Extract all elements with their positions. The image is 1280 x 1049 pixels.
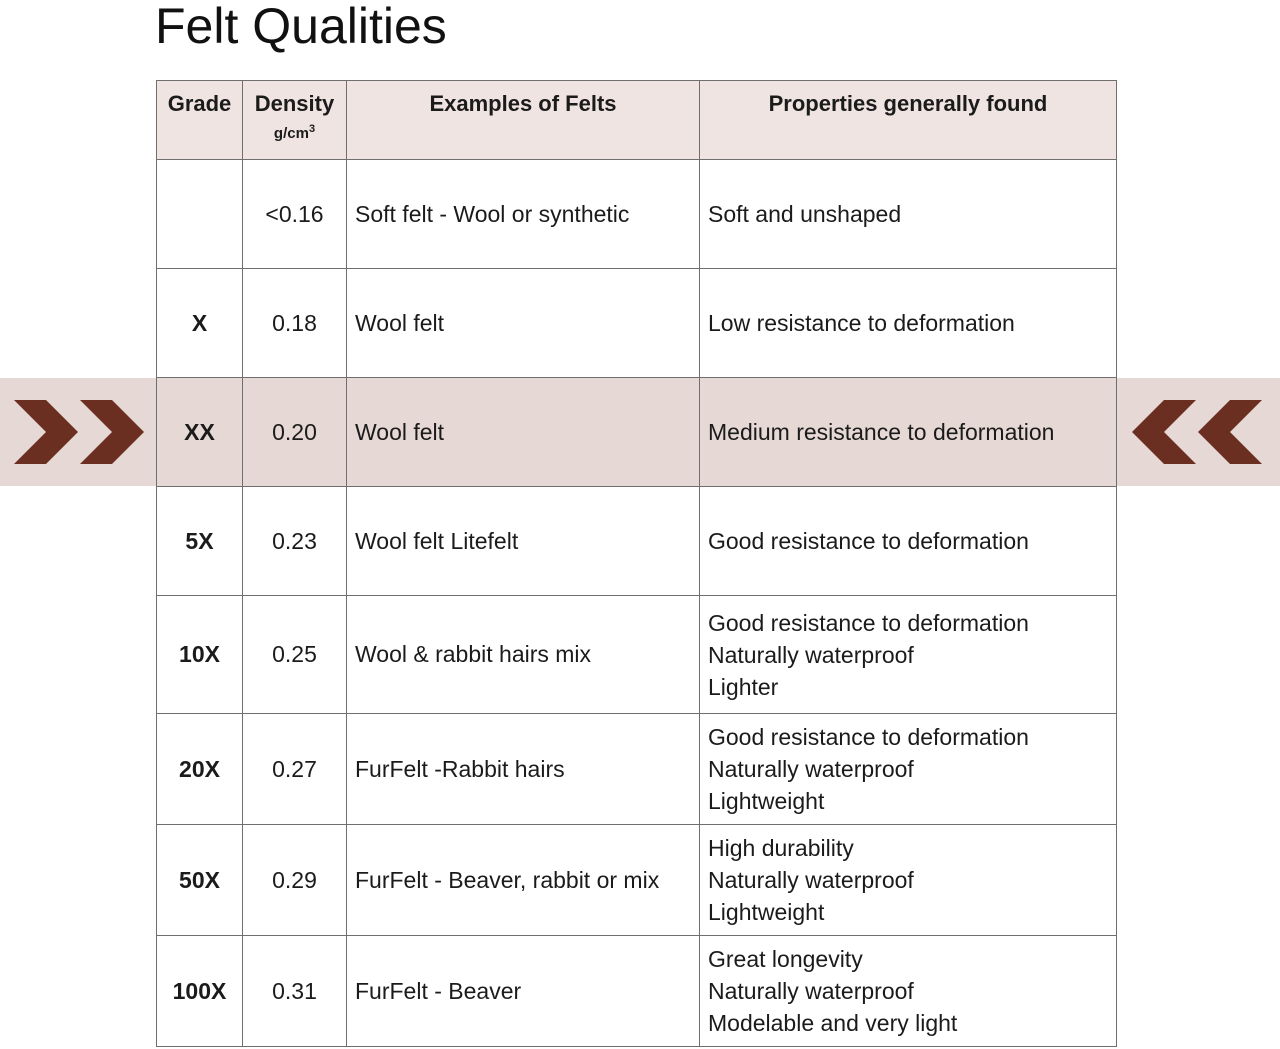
density-cell: 0.23 [243,487,347,596]
table-header-row [157,81,1117,160]
property-line: Lightweight [708,788,825,814]
property-line: Lightweight [708,899,825,925]
properties-cell [700,825,1117,936]
page-title: Felt Qualities [155,0,447,54]
header-grade: Grade [157,81,243,160]
properties-cell [700,487,1117,596]
example-cell: Wool felt Litefelt [347,487,700,596]
header-density-label: Density [254,91,335,116]
table-row [157,936,1117,1047]
grade-cell: X [157,269,243,378]
property-line: Soft and unshaped [708,201,902,227]
density-cell: 0.20 [243,378,347,487]
property-line: Naturally waterproof [708,978,914,1004]
density-cell: 0.27 [243,714,347,825]
header-properties: Properties generally found [700,81,1117,160]
example-cell: FurFelt - Beaver [347,936,700,1047]
properties-cell [700,936,1117,1047]
table-row [157,160,1117,269]
properties-cell [700,160,1117,269]
property-line: Good resistance to deformation [708,609,1029,636]
grade-cell: 20X [157,714,243,825]
double-chevron-right-icon [12,396,152,468]
density-cell: <0.16 [243,160,347,269]
example-cell: Wool & rabbit hairs mix [347,596,700,714]
property-line: Medium resistance to deformation [708,419,1055,445]
example-cell: FurFelt - Beaver, rabbit or mix [347,825,700,936]
properties-cell [700,714,1117,825]
property-line: Naturally waterproof [708,641,914,668]
property-line: Good resistance to deformation [708,528,1029,554]
grade-cell [157,160,243,269]
table-row [157,269,1117,378]
header-examples: Examples of Felts [347,81,700,160]
properties-cell [700,269,1117,378]
table-row [157,596,1117,714]
property-line: Naturally waterproof [708,867,914,893]
example-cell: Soft felt - Wool or synthetic [347,160,700,269]
density-cell: 0.25 [243,596,347,714]
grade-cell: 50X [157,825,243,936]
property-line: High durability [708,835,854,861]
example-cell: FurFelt -Rabbit hairs [347,714,700,825]
property-line: Low resistance to deformation [708,310,1015,336]
table-row [157,825,1117,936]
table-row [157,487,1117,596]
double-chevron-left-icon [1126,396,1266,468]
properties-cell [700,378,1117,487]
example-cell: Wool felt [347,269,700,378]
grade-cell: 5X [157,487,243,596]
header-density-unit [243,123,346,142]
property-line: Lighter [708,673,779,700]
table-row [157,714,1117,825]
grade-cell: 10X [157,596,243,714]
example-cell: Wool felt [347,378,700,487]
felt-qualities-table [156,80,1117,1047]
density-unit-text: g/cm [273,125,309,142]
property-line: Good resistance to deformation [708,724,1029,750]
density-cell: 0.18 [243,269,347,378]
header-density [243,81,347,160]
density-cell: 0.31 [243,936,347,1047]
property-line: Naturally waterproof [708,756,914,782]
density-unit-sup: 3 [308,123,316,135]
properties-cell [700,596,1117,714]
density-cell: 0.29 [243,825,347,936]
grade-cell: 100X [157,936,243,1047]
property-line: Modelable and very light [708,1010,958,1036]
grade-cell: XX [157,378,243,487]
table-row-highlighted [157,378,1117,487]
property-line: Great longevity [708,946,863,972]
